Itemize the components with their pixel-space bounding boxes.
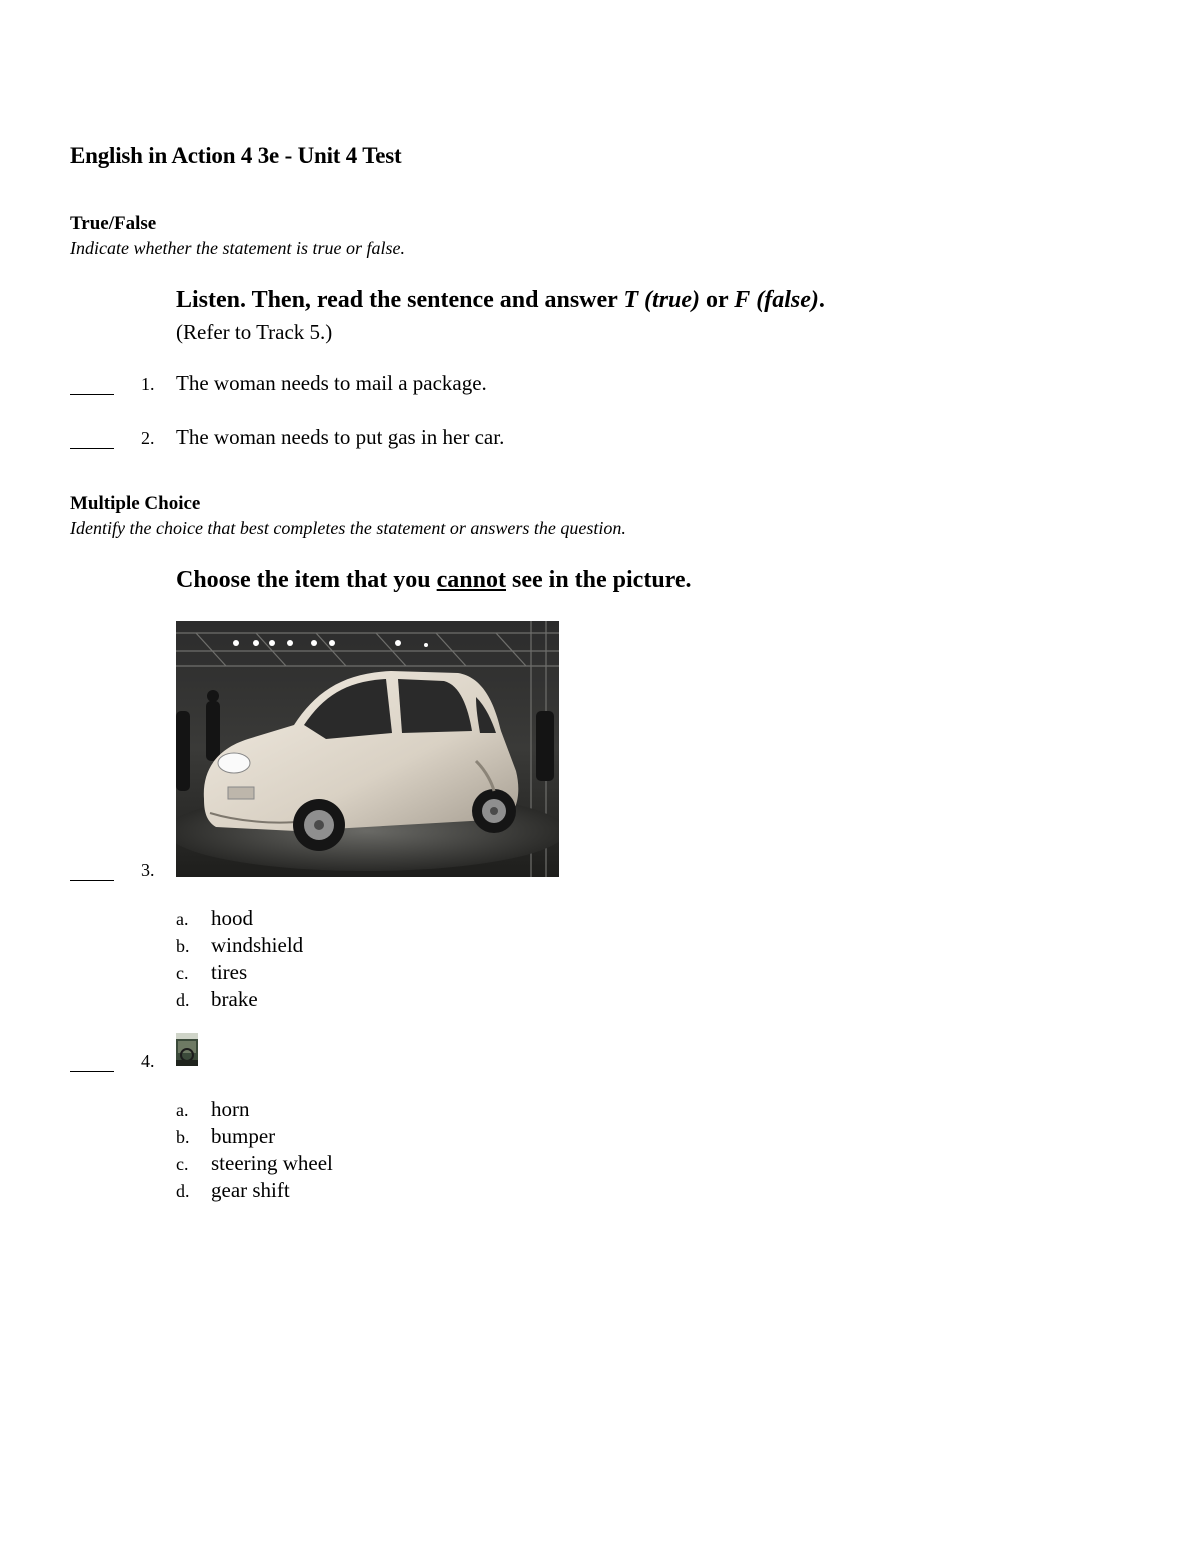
car-photo bbox=[176, 621, 559, 877]
multiple-choice-directions: Choose the item that you cannot see in the picture. bbox=[176, 567, 692, 593]
track-reference: (Refer to Track 5.) bbox=[176, 320, 333, 344]
option-letter-3d: d. bbox=[176, 990, 190, 1010]
answer-blank-3[interactable] bbox=[70, 880, 114, 881]
option-text-4c[interactable]: steering wheel bbox=[211, 1151, 333, 1175]
answer-blank-4[interactable] bbox=[70, 1071, 114, 1072]
option-letter-3a: a. bbox=[176, 909, 189, 929]
option-text-4a[interactable]: horn bbox=[211, 1097, 250, 1121]
question-text-1: The woman needs to mail a package. bbox=[176, 371, 487, 395]
option-text-3c[interactable]: tires bbox=[211, 960, 248, 984]
question-text-2: The woman needs to put gas in her car. bbox=[176, 425, 505, 449]
car-interior-thumbnail bbox=[176, 1033, 198, 1066]
question-number-2: 2. bbox=[141, 428, 155, 448]
option-letter-4a: a. bbox=[176, 1100, 189, 1120]
option-letter-4d: d. bbox=[176, 1181, 190, 1201]
question-number-1: 1. bbox=[141, 374, 155, 394]
answer-blank-1[interactable] bbox=[70, 394, 114, 395]
true-false-instruction: Indicate whether the statement is true or false. bbox=[70, 238, 405, 258]
page-title: English in Action 4 3e - Unit 4 Test bbox=[70, 143, 402, 168]
question-number-4: 4. bbox=[141, 1051, 155, 1071]
option-letter-4c: c. bbox=[176, 1154, 189, 1174]
option-text-4b[interactable]: bumper bbox=[211, 1124, 276, 1148]
true-false-heading: True/False bbox=[70, 213, 157, 234]
option-text-3b[interactable]: windshield bbox=[211, 933, 304, 957]
option-text-4d[interactable]: gear shift bbox=[211, 1178, 290, 1202]
answer-blank-2[interactable] bbox=[70, 448, 114, 449]
option-letter-4b: b. bbox=[176, 1127, 190, 1147]
option-text-3d[interactable]: brake bbox=[211, 987, 258, 1011]
multiple-choice-instruction: Identify the choice that best completes the statement or answers the question. bbox=[70, 518, 626, 538]
multiple-choice-heading: Multiple Choice bbox=[70, 493, 201, 514]
true-false-directions: Listen. Then, read the sentence and answer T (true) or F (false). bbox=[176, 287, 825, 313]
option-letter-3c: c. bbox=[176, 963, 189, 983]
option-letter-3b: b. bbox=[176, 936, 190, 956]
question-number-3: 3. bbox=[141, 860, 155, 880]
option-text-3a[interactable]: hood bbox=[211, 906, 253, 930]
